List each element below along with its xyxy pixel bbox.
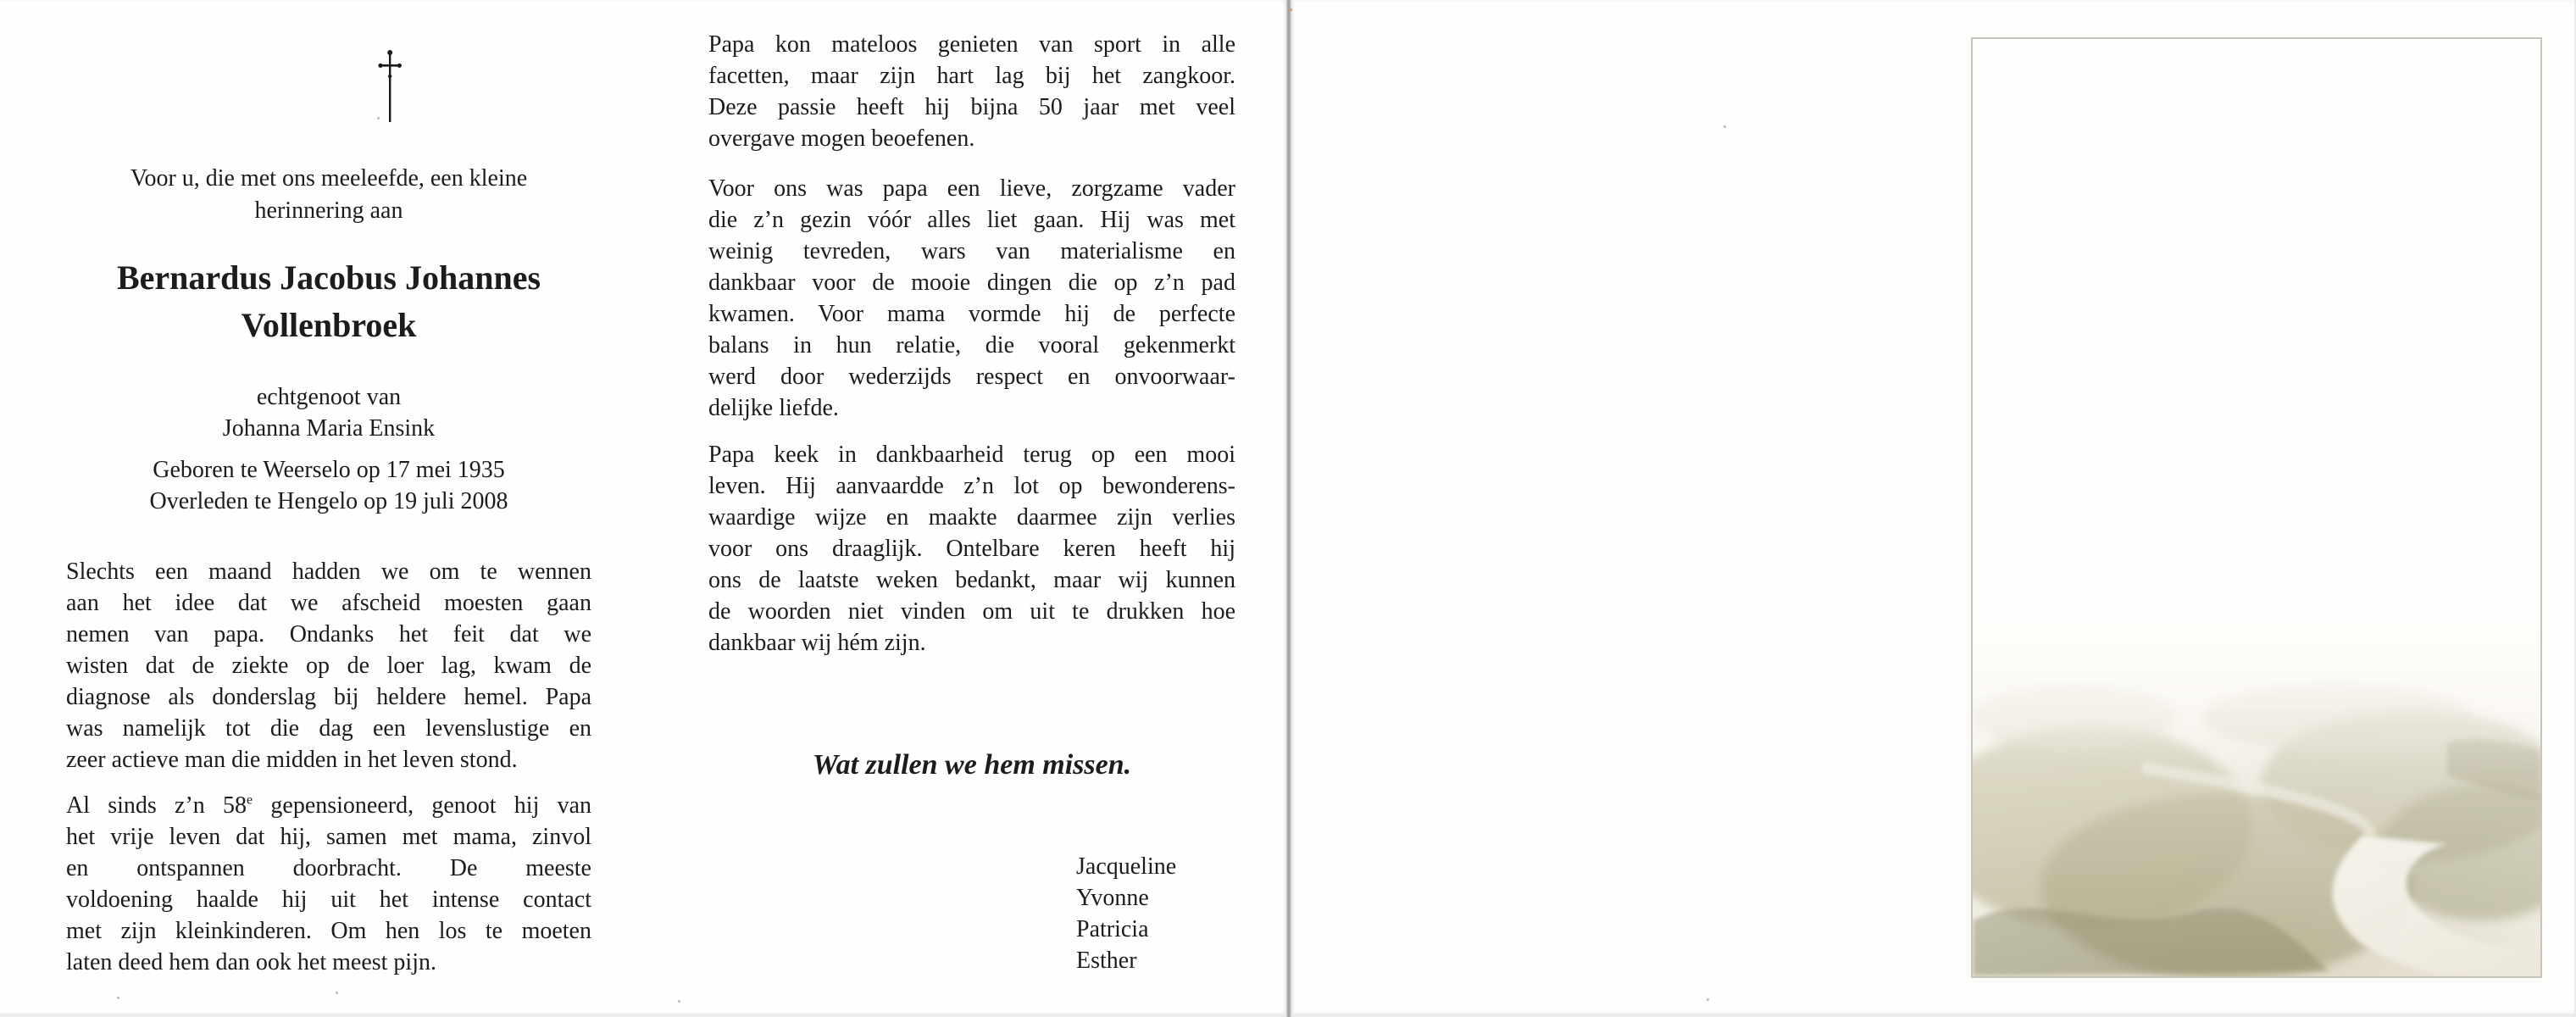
- paper-speck: [336, 992, 338, 994]
- text-line: was namelijk tot die dag een levenslustige en: [66, 715, 591, 742]
- text-line: voor ons draaglijk. Ontelbare keren heeft hij: [708, 536, 1235, 562]
- life-dates: [66, 454, 591, 517]
- intro-text: [66, 163, 591, 227]
- text-line: dankbaar wij hém zijn.: [708, 630, 926, 656]
- text-line: overgave mogen beoefenen.: [708, 125, 975, 152]
- signers-list: [1076, 851, 1176, 976]
- text-line: Papa keek in dankbaarheid terug op een mooi: [708, 442, 1235, 468]
- text-fragment: gepensioneerd, genoot hij van: [253, 792, 592, 819]
- intro-line: herinnering aan: [254, 197, 403, 224]
- paragraph-father: [708, 173, 1235, 424]
- text-line: de woorden niet vinden om uit te drukken hoe: [708, 598, 1235, 625]
- name-line: Vollenbroek: [241, 306, 417, 344]
- signer-name: Jacqueline: [1076, 853, 1177, 880]
- signer-name: Esther: [1076, 948, 1137, 974]
- paragraph-illness: [66, 556, 591, 775]
- text-line: leven. Hij aanvaardde z’n lot op bewonderens-: [708, 473, 1235, 499]
- paper-speck: [1707, 998, 1709, 1001]
- text-line: balans in hun relatie, die vooral gekenmerkt: [708, 332, 1235, 358]
- paper-speck: [1290, 8, 1292, 11]
- name-line: Bernardus Jacobus Johannes: [116, 258, 541, 297]
- paragraph-sport: [708, 29, 1235, 154]
- text-line: wisten dat de ziekte op de loer lag, kwam de: [66, 653, 591, 679]
- closing-line: Wat zullen we hem missen.: [812, 749, 1132, 781]
- signer-name: Patricia: [1076, 916, 1149, 942]
- paper-speck: [117, 997, 119, 999]
- deceased-name: [66, 254, 591, 349]
- paper-speck: [678, 1000, 680, 1003]
- text-line: facetten, maar zijn hart lag bij het zangkoor.: [708, 63, 1235, 89]
- text-line: Voor ons was papa een lieve, zorgzame vader: [708, 175, 1235, 202]
- landscape-photo: [1971, 37, 2542, 978]
- text-line: diagnose als donderslag bij heldere hemel. Papa: [66, 684, 591, 710]
- text-line: [66, 790, 591, 821]
- text-line: ons de laatste weken bedankt, maar wij kunnen: [708, 567, 1235, 593]
- paper-speck: [1724, 125, 1726, 128]
- birth-line: Geboren te Weerselo op 17 mei 1935: [153, 457, 505, 483]
- text-line: en ontspannen doorbracht. De meeste: [66, 855, 591, 881]
- cross-icon: [373, 47, 407, 124]
- text-line: met zijn kleinkinderen. Om hen los te moeten: [66, 918, 591, 944]
- text-line: Papa kon mateloos genieten van sport in alle: [708, 31, 1235, 58]
- text-line: laten deed hem dan ook het meest pijn.: [66, 949, 436, 975]
- text-line: delijke liefde.: [708, 395, 839, 421]
- text-line: werd door wederzijds respect en onvoorwaar-: [708, 364, 1235, 390]
- ordinal-suffix: e: [247, 792, 253, 808]
- landscape-image: [1973, 39, 2540, 976]
- text-line: voldoening haalde hij uit het intense contact: [66, 886, 591, 913]
- paragraph-gratitude: [708, 439, 1235, 659]
- spouse-info: [66, 381, 591, 444]
- text-line: Deze passie heeft hij bijna 50 jaar met veel: [708, 94, 1235, 120]
- text-line: aan het idee dat we afscheid moesten gaan: [66, 590, 591, 616]
- spouse-line: echtgenoot van: [256, 384, 402, 410]
- text-line: dankbaar voor de mooie dingen die op z’n pad: [708, 270, 1235, 296]
- text-line: waardige wijze en maakte daarmee zijn verlies: [708, 504, 1235, 531]
- text-line: nemen van papa. Ondanks het feit dat we: [66, 621, 591, 647]
- text-line: die z’n gezin vóór alles liet gaan. Hij was met: [708, 207, 1235, 233]
- death-line: Overleden te Hengelo op 19 juli 2008: [149, 488, 508, 514]
- paragraph-retirement: [66, 790, 591, 978]
- text-line: kwamen. Voor mama vormde hij de perfecte: [708, 301, 1235, 327]
- paper-speck: [377, 117, 380, 119]
- spouse-line: Johanna Maria Ensink: [222, 415, 436, 442]
- intro-line: Voor u, die met ons meeleefde, een kleine: [130, 165, 528, 192]
- text-line: weinig tevreden, wars van materialisme en: [708, 238, 1235, 264]
- text-line: zeer actieve man die midden in het leven stond.: [66, 747, 518, 773]
- left-sheet: [0, 0, 1286, 1014]
- text-fragment: Al sinds z’n 58: [66, 792, 247, 819]
- text-line: het vrije leven dat hij, samen met mama, zinvol: [66, 824, 591, 850]
- right-sheet: [1291, 0, 2574, 1014]
- text-line: Slechts een maand hadden we om te wennen: [66, 559, 591, 585]
- signer-name: Yvonne: [1076, 885, 1149, 911]
